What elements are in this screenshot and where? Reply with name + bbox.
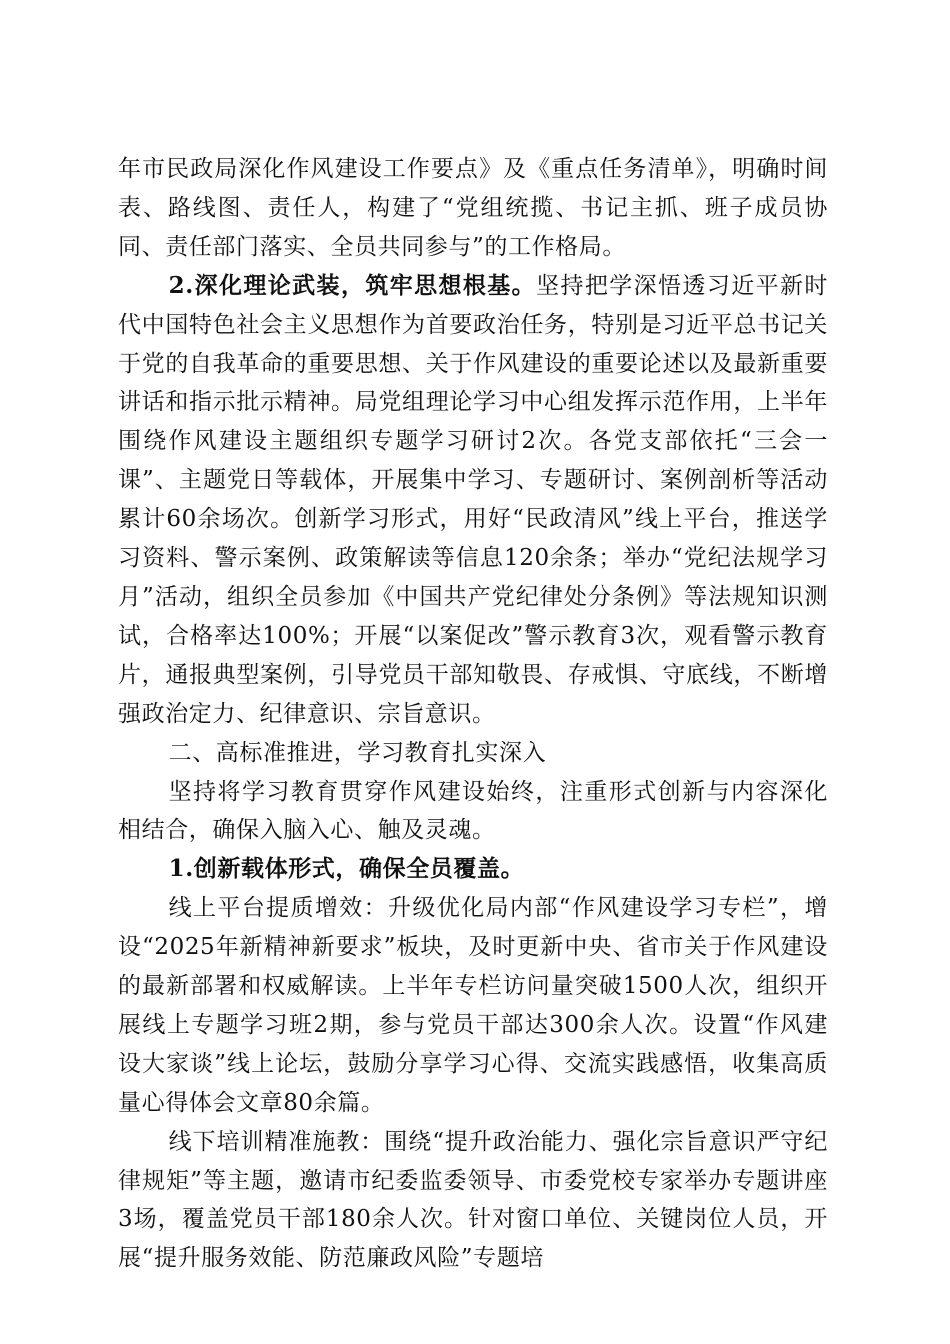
paragraph-title: 2.深化理论武装，筑牢思想根基。 bbox=[168, 271, 537, 299]
section-intro: 坚持将学习教育贯穿作风建设始终，注重形式创新与内容深化相结合，确保入脑入心、触及灵魂。 bbox=[118, 778, 828, 844]
subsection-title: 1.创新载体形式，确保全员覆盖。 bbox=[168, 855, 525, 883]
paragraph-online-platform: 线上平台提质增效：升级优化局内部“作风建设学习专栏”，增设“2025年新精神新要求”板块，及时更新中央、省市关于作风建设的最新部署和权威解读。上半年专栏访问量突破1500人次，组织开展线上专题学习班2期，参与党员干部达300余人次。设置“作风建设大家谈”线上论坛，鼓励分享学习心得、交流实践感悟，收集高质量心得体会文章80余篇。 bbox=[118, 895, 828, 1116]
document-body bbox=[118, 150, 828, 1278]
paragraph-offline-training: 线下培训精准施教：围绕“提升政治能力、强化宗旨意识严守纪律规矩”等主题，邀请市纪委监委领导、市委党校专家举办专题讲座3场，覆盖党员干部180余人次。针对窗口单位、关键岗位人员，开展“提升服务效能、防范廉政风险”专题培 bbox=[118, 1128, 828, 1272]
section-heading: 二、高标准推进，学习教育扎实深入 bbox=[168, 739, 547, 766]
paragraph-body: 坚持把学深悟透习近平新时代中国特色社会主义思想作为首要政治任务，特别是习近平总书记关于党的自我革命的重要思想、关于作风建设的重要论述以及最新重要讲话和指示批示精神。局党组理论学习中心组发挥示范作用，上半年围绕作风建设主题组织专题学习研讨2次。各党支部依托“三会一课”、主题党日等载体，开展集中学习、专题研讨、案例剖析等活动累计60余场次。创新学习形式，用好“民政清风”线上平台，推送学习资料、警示案例、政策解读等信息120余条；举办“党纪法规学习月”活动，组织全员参加《中国共产党纪律处分条例》等法规知识测试，合格率达100%；开展“以案促改”警示教育3次，观看警示教育片，通报典型案例，引导党员干部知敬畏、存戒惧、守底线，不断增强政治定力、纪律意识、宗旨意识。 bbox=[118, 272, 828, 727]
paragraph-theory-arming bbox=[118, 267, 828, 734]
paragraph-continued: 年市民政局深化作风建设工作要点》及《重点任务清单》，明确时间表、路线图、责任人，构建了“党组统揽、书记主抓、班子成员协同、责任部门落实、全员共同参与”的工作格局。 bbox=[118, 156, 828, 260]
